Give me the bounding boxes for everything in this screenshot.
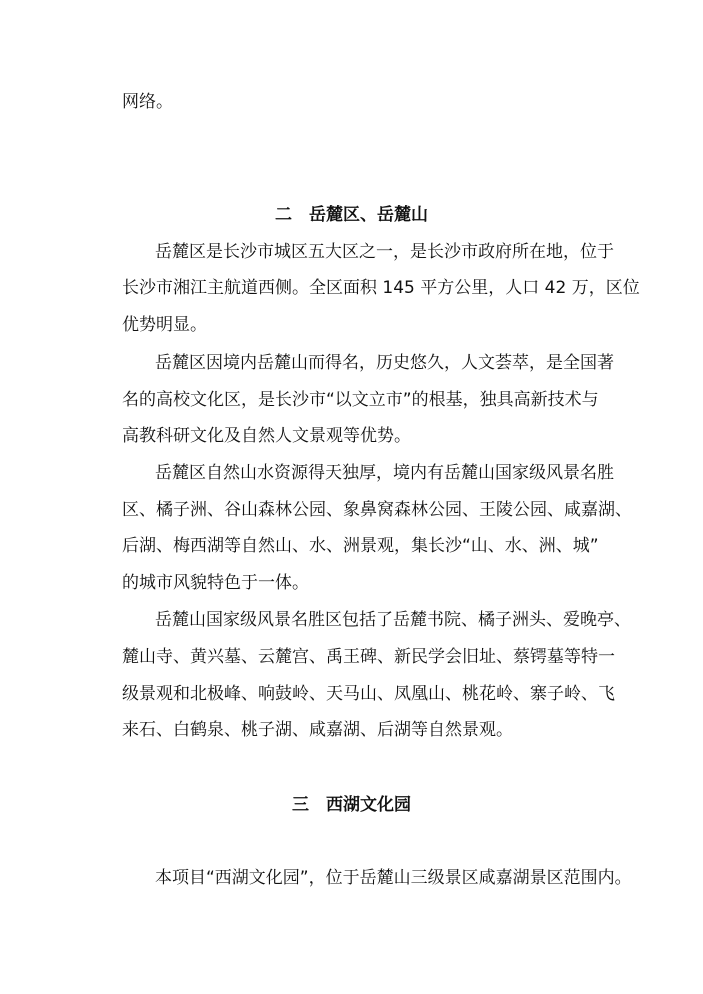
paragraph-line: 岳麓区自然山水资源得天独厚，境内有岳麓山国家级风景名胜 [155,463,614,483]
paragraph-line: 区、橘子洲、谷山森林公园、象鼻窝森林公园、王陵公园、咸嘉湖、 [122,500,632,520]
paragraph-line: 麓山寺、黄兴墓、云麓宫、禹王碑、新民学会旧址、蔡锷墓等特一 [122,647,615,667]
paragraph-line: 岳麓山国家级风景名胜区包括了岳麓书院、橘子洲头、爱晚亭、 [155,610,631,630]
paragraph-line: 名的高校文化区，是长沙市“以文立市”的根基，独具高新技术与 [122,390,599,410]
paragraph-line: 长沙市湘江主航道西侧。全区面积 145 平方公里，人口 42 万，区位 [122,278,640,298]
intro-tail-text: 网络。 [122,92,173,112]
section-2-heading: 二 岳麓区、岳麓山 [275,205,428,225]
paragraph-line: 岳麓区是长沙市城区五大区之一，是长沙市政府所在地，位于 [155,242,614,262]
section-3-heading: 三 西湖文化园 [292,795,411,815]
paragraph-line: 优势明显。 [122,315,207,335]
paragraph-line: 本项目“西湖文化园”，位于岳麓山三级景区咸嘉湖景区范围内。 [155,868,632,888]
paragraph-line: 级景观和北极峰、响鼓岭、天马山、凤凰山、桃花岭、寨子岭、飞 [122,684,615,704]
paragraph-line: 高教科研文化及自然人文景观等优势。 [122,426,411,446]
paragraph-line: 来石、白鹤泉、桃子湖、咸嘉湖、后湖等自然景观。 [122,720,513,740]
paragraph-line: 的城市风貌特色于一体。 [122,573,309,593]
paragraph-line: 岳麓区因境内岳麓山而得名，历史悠久，人文荟萃，是全国著 [155,353,614,373]
paragraph-line: 后湖、梅西湖等自然山、水、洲景观，集长沙“山、水、洲、城” [122,536,599,556]
